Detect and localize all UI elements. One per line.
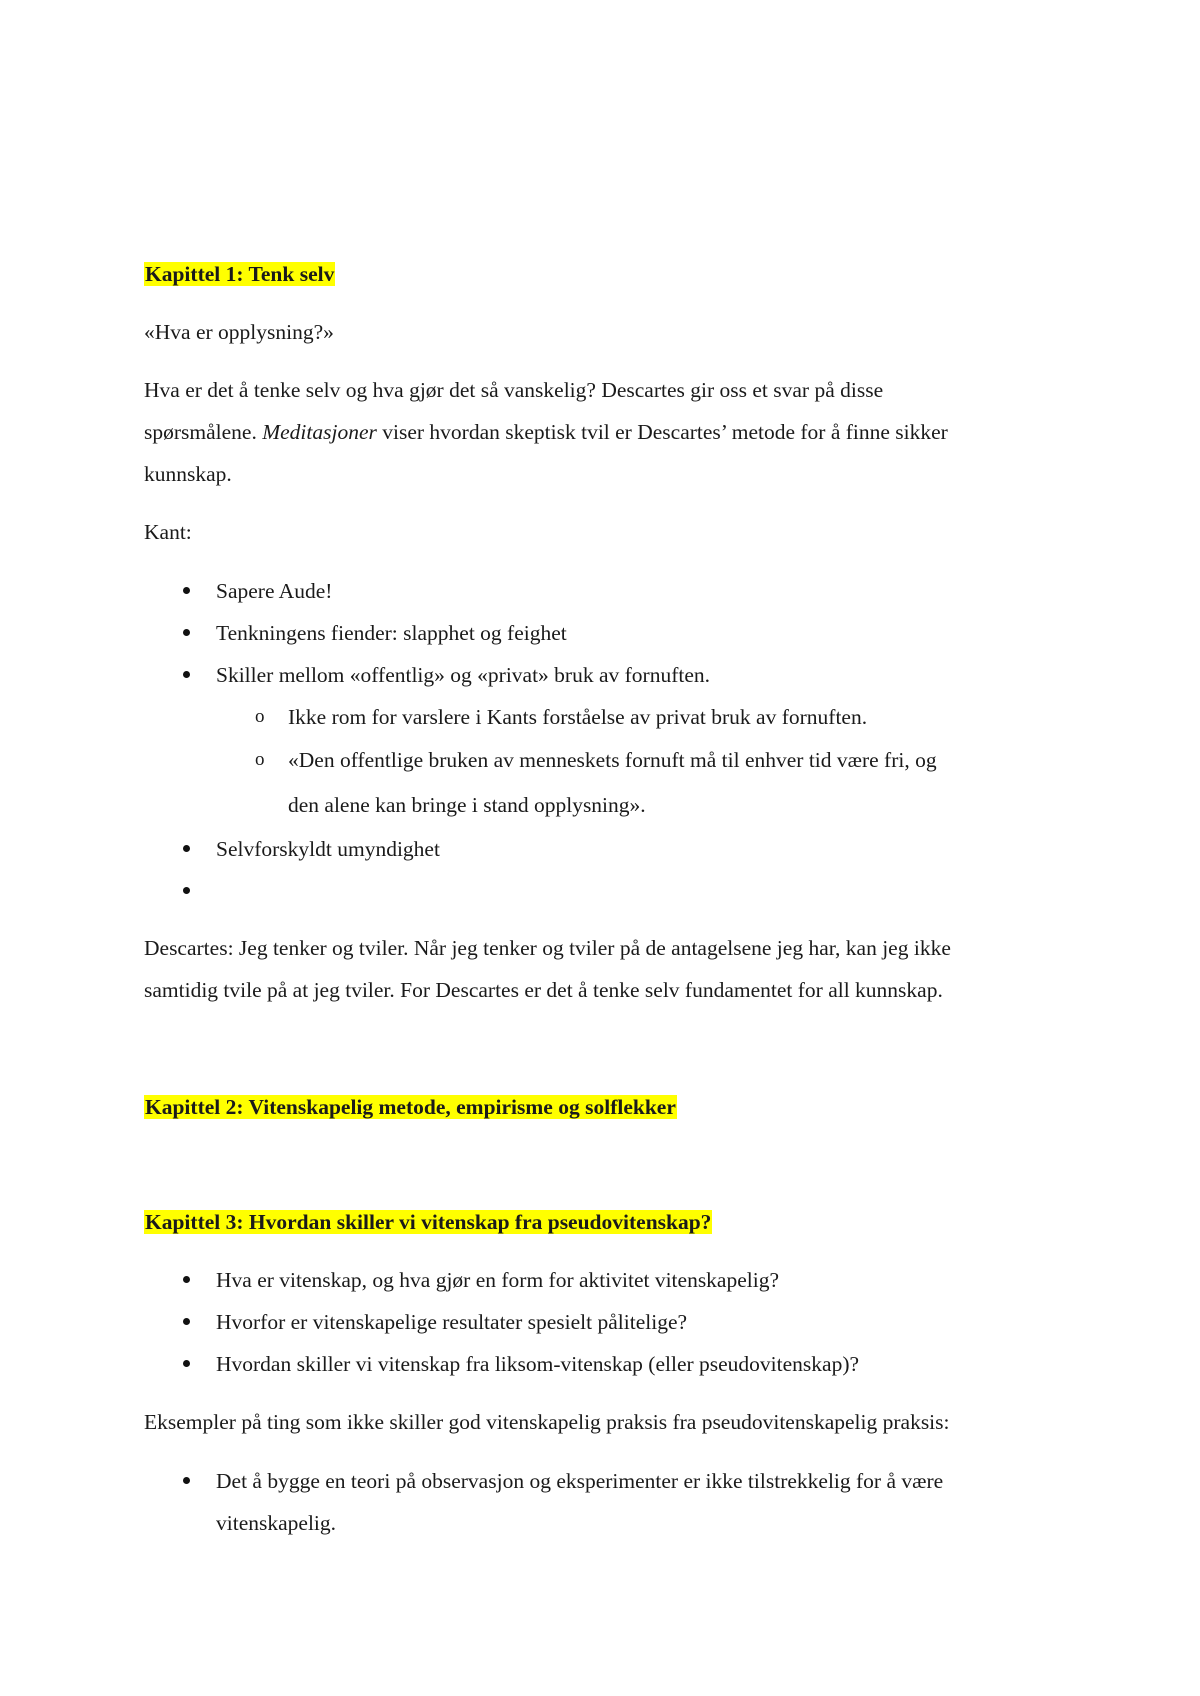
intro-line-2-start: spørsmålene. (144, 420, 263, 444)
bullet-icon (183, 1360, 190, 1367)
meditasjoner-title: Meditasjoner (262, 420, 377, 444)
list-item: Hvordan skiller vi vitenskap fra liksom-vitenskap (eller pseudovitenskap)? (216, 1352, 860, 1376)
circle-bullet-icon: o (255, 749, 265, 770)
list-item: Tenkningens fiender: slapphet og feighet (216, 621, 567, 645)
sub-list-item-continuation: den alene kan bringe i stand opplysning». (288, 793, 646, 817)
intro-line-2 (144, 418, 948, 446)
chapter-2-heading-text: Kapittel 2: Vitenskapelig metode, empirisme og solflekker (145, 1095, 676, 1119)
list-item: Det å bygge en teori på observasjon og eksperimenter er ikke tilstrekkelig for å være (216, 1469, 944, 1493)
chapter-3-heading (144, 1208, 712, 1236)
chapter-1-subtitle: «Hva er opplysning?» (144, 320, 334, 344)
circle-bullet-icon: o (255, 706, 265, 727)
chapter-2-heading (144, 1093, 677, 1121)
intro-line-2-end: viser hvordan skeptisk tvil er Descartes’ metode for å finne sikker (376, 420, 948, 444)
bullet-icon (183, 1276, 190, 1283)
bullet-icon (183, 629, 190, 636)
chapter-1-heading (144, 260, 335, 288)
list-item: Hvorfor er vitenskapelige resultater spesielt pålitelige? (216, 1310, 688, 1334)
bullet-icon (183, 887, 190, 894)
list-item: Hva er vitenskap, og hva gjør en form for aktivitet vitenskapelig? (216, 1268, 780, 1292)
bullet-icon (183, 671, 190, 678)
examples-label: Eksempler på ting som ikke skiller god vitenskapelig praksis fra pseudovitenskapelig praksis: (144, 1410, 950, 1434)
list-item: Sapere Aude! (216, 579, 333, 603)
chapter-1-heading-text: Kapittel 1: Tenk selv (145, 262, 335, 286)
kant-label: Kant: (144, 520, 192, 544)
bullet-icon (183, 587, 190, 594)
descartes-line-2: samtidig tvile på at jeg tviler. For Descartes er det å tenke selv fundamentet for all kunnskap. (144, 978, 943, 1002)
list-item-continuation: vitenskapelig. (216, 1511, 337, 1535)
sub-list-item: Ikke rom for varslere i Kants forståelse av privat bruk av fornuften. (288, 705, 868, 729)
sub-list-item: «Den offentlige bruken av menneskets fornuft må til enhver tid være fri, og (288, 748, 937, 772)
bullet-icon (183, 1318, 190, 1325)
intro-line-1: Hva er det å tenke selv og hva gjør det så vanskelig? Descartes gir oss et svar på disse (144, 378, 884, 402)
bullet-icon (183, 845, 190, 852)
list-item: Skiller mellom «offentlig» og «privat» bruk av fornuften. (216, 663, 711, 687)
intro-line-3: kunnskap. (144, 462, 232, 486)
chapter-3-heading-text: Kapittel 3: Hvordan skiller vi vitenskap fra pseudovitenskap? (145, 1210, 712, 1234)
descartes-line-1: Descartes: Jeg tenker og tviler. Når jeg tenker og tviler på de antagelsene jeg har, kan jeg ikke (144, 936, 951, 960)
bullet-icon (183, 1477, 190, 1484)
list-item: Selvforskyldt umyndighet (216, 837, 440, 861)
